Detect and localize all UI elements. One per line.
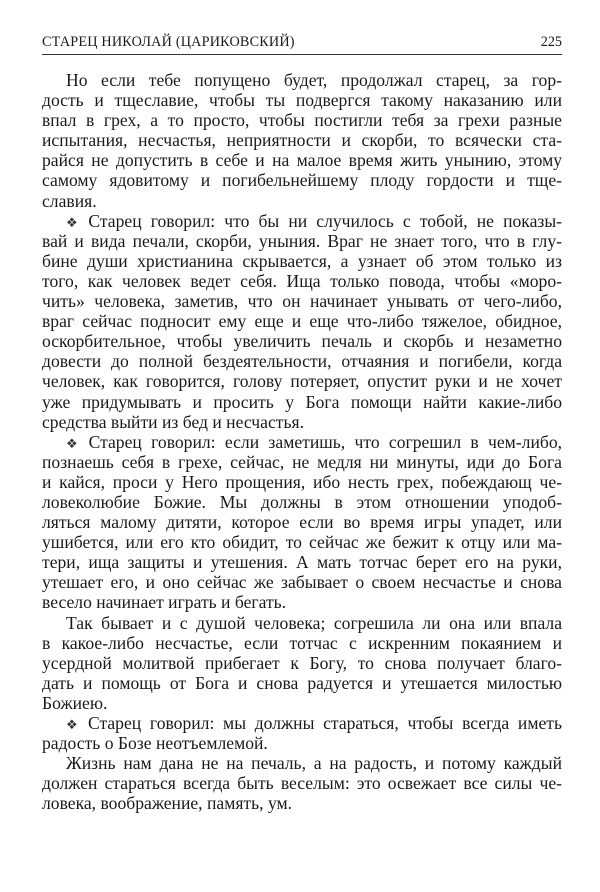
text-line bbox=[42, 271, 562, 291]
text-line bbox=[42, 793, 562, 813]
bullet-ornament-icon: ❖ bbox=[66, 717, 82, 732]
text-line bbox=[42, 733, 562, 753]
text-line bbox=[42, 412, 562, 432]
line-text: бине души христианина скрывается, а узнает об этом только из bbox=[42, 250, 562, 271]
line-text: испытания, несчастья, неприятности и скорби, то всячески ста- bbox=[42, 130, 562, 151]
line-text: средства выйти из бед и несчастья. bbox=[42, 411, 304, 432]
text-line bbox=[42, 130, 562, 150]
text-line bbox=[42, 191, 562, 211]
bullet-ornament-icon: ❖ bbox=[66, 435, 83, 451]
line-text: дость и тщеславие, чтобы ты подвергся такому наказанию или bbox=[42, 90, 562, 111]
paragraph bbox=[42, 211, 562, 432]
line-text: тери, ища защиты и утешения. А мать тотчас берет его на руки, bbox=[42, 552, 562, 573]
line-text: ловека, воображение, память, ум. bbox=[42, 793, 293, 814]
line-text: весело начинает играть и бегать. bbox=[42, 592, 287, 613]
line-text: ушибется, или его кто обидит, то сейчас же бежит к отцу или ма- bbox=[42, 532, 562, 553]
text-line bbox=[42, 211, 562, 231]
text-line bbox=[42, 170, 562, 190]
line-text: вай и вида печали, скорби, уныния. Враг не знает того, что в глу- bbox=[42, 230, 562, 251]
line-text: того, как человек ведет себя. Ища только повода, чтобы «моро- bbox=[42, 270, 562, 291]
text-line bbox=[42, 311, 562, 331]
line-text: Так бывает и с душой человека; согрешила ли она или впала bbox=[66, 612, 562, 633]
text-line bbox=[42, 90, 562, 110]
text-line bbox=[42, 532, 562, 552]
text-line bbox=[42, 572, 562, 592]
line-text: дать и помощь от Бога и снова радуется и утешается милостью bbox=[42, 672, 562, 693]
line-text: радость о Бозе неотъемлемой. bbox=[42, 733, 268, 754]
line-text: довести до полной бездеятельности, отчаяния и погибели, когда bbox=[42, 351, 562, 372]
text-line bbox=[42, 70, 562, 90]
text-line bbox=[42, 693, 562, 713]
line-text: познаешь себя в грехе, сейчас, не медля ни минуты, иди до Бога bbox=[42, 451, 562, 472]
paragraph bbox=[42, 713, 562, 753]
text-line bbox=[42, 673, 562, 693]
text-line bbox=[42, 653, 562, 673]
text-line bbox=[42, 432, 562, 452]
line-text: ляться малому дитяти, которое если во время игры упадет, или bbox=[42, 512, 562, 533]
running-title: СТАРЕЦ НИКОЛАЙ (ЦАРИКОВСКИЙ) bbox=[42, 34, 295, 50]
line-text: славия. bbox=[42, 190, 97, 211]
running-header bbox=[42, 30, 562, 55]
text-line bbox=[42, 492, 562, 512]
page-body bbox=[42, 70, 562, 813]
text-line bbox=[42, 371, 562, 391]
text-line bbox=[42, 753, 562, 773]
line-text: Старец говорил: мы должны стараться, чтобы всегда иметь bbox=[87, 713, 563, 733]
text-line bbox=[42, 633, 562, 653]
text-line bbox=[42, 592, 562, 612]
line-text: оскорбительное, чтобы увеличить печаль и скорбь и незаметно bbox=[42, 331, 562, 352]
text-line bbox=[42, 773, 562, 793]
line-text: должен стараться всегда быть веселым: это освежает все силы че- bbox=[42, 773, 562, 794]
text-line bbox=[42, 552, 562, 572]
text-line bbox=[42, 713, 562, 733]
line-text: Старец говорил: что бы ни случилось с тобой, не показы- bbox=[88, 210, 563, 231]
line-text: человек, как говорится, голову потеряет, опустит руки и не хочет bbox=[42, 371, 562, 392]
paragraph bbox=[42, 70, 562, 211]
bullet-ornament-icon: ❖ bbox=[66, 214, 83, 230]
page-number: 225 bbox=[540, 34, 562, 50]
text-line bbox=[42, 472, 562, 492]
line-text: утешает его, и оно сейчас же забывает о своем несчастье и снова bbox=[42, 572, 562, 593]
paragraph bbox=[42, 753, 562, 813]
line-text: уже придумывать и просить у Бога помощи найти какие-либо bbox=[42, 391, 562, 412]
text-line bbox=[42, 351, 562, 371]
line-text: ловеколюбие Божие. Мы должны в этом отношении уподоб- bbox=[42, 491, 562, 512]
text-line bbox=[42, 392, 562, 412]
line-text: усердной молитвой прибегает к Богу, то снова получает благо- bbox=[42, 652, 562, 673]
line-text: самому ядовитому и погибельнейшему плоду гордости и тще- bbox=[42, 170, 562, 191]
text-line bbox=[42, 291, 562, 311]
text-line bbox=[42, 231, 562, 251]
line-text: впал в грех, а то просто, чтобы постигли тебя за грехи разные bbox=[42, 110, 562, 131]
line-text: Божиею. bbox=[42, 692, 108, 713]
line-text: и кайся, проси у Него прощения, ибо несть грех, побеждающ че- bbox=[42, 471, 562, 492]
text-line bbox=[42, 251, 562, 271]
text-line bbox=[42, 110, 562, 130]
line-text: Старец говорил: если заметишь, что согрешил в чем-либо, bbox=[88, 431, 563, 452]
line-text: Но если тебе попущено будет, продолжал старец, за гор- bbox=[66, 70, 562, 90]
text-line bbox=[42, 331, 562, 351]
line-text: райся не допустить в себе и на малое время жить унынию, этому bbox=[42, 150, 562, 171]
line-text: в какое-либо несчастье, если тотчас с искренним покаянием и bbox=[42, 632, 562, 653]
text-line bbox=[42, 452, 562, 472]
paragraph bbox=[42, 432, 562, 613]
text-line bbox=[42, 512, 562, 532]
text-line bbox=[42, 613, 562, 633]
line-text: Жизнь нам дана не на печаль, а на радость, и потому каждый bbox=[66, 753, 562, 774]
line-text: чить» человека, заметив, что он начинает унывать от чего-либо, bbox=[42, 291, 562, 312]
paragraph bbox=[42, 613, 562, 713]
line-text: враг сейчас подносит ему еще и еще что-либо тяжелое, обидное, bbox=[42, 311, 562, 332]
text-line bbox=[42, 150, 562, 170]
